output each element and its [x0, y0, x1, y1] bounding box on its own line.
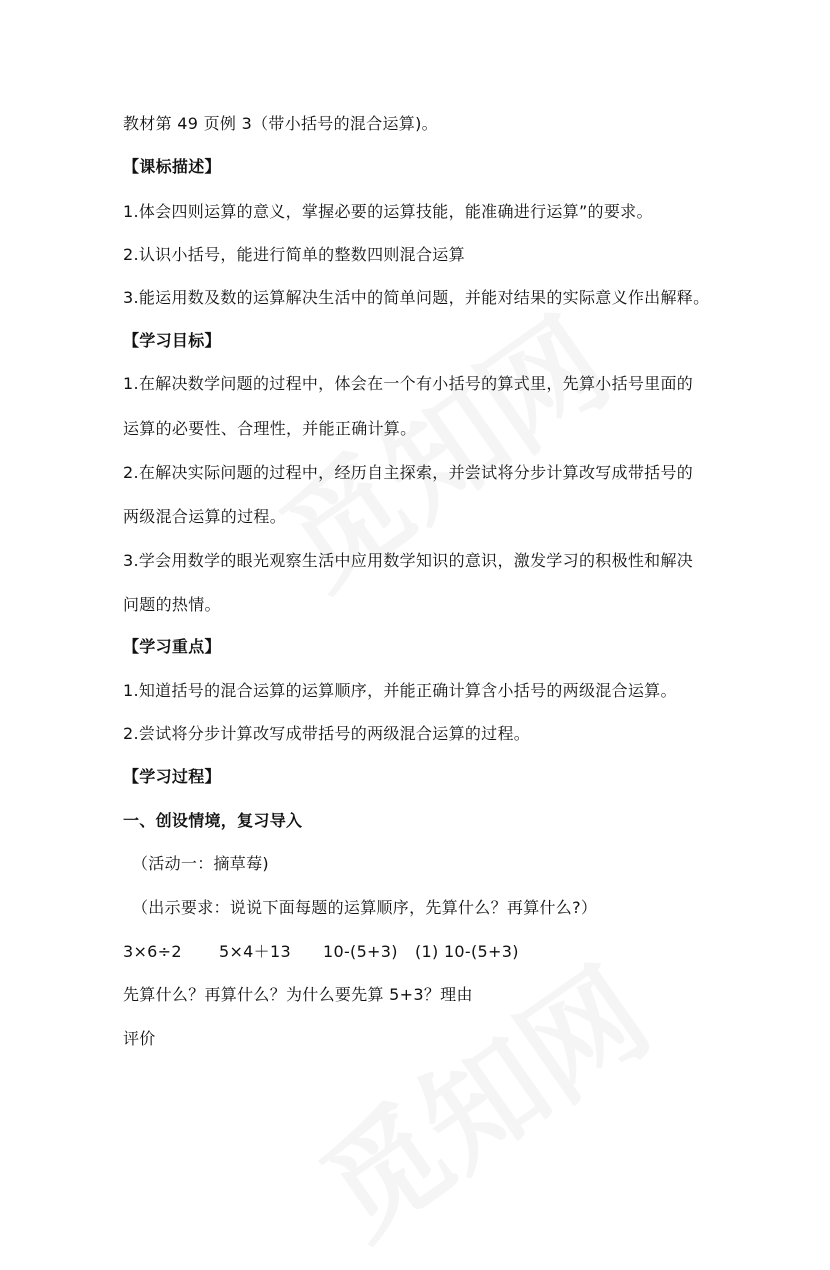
watermark-bottom: [283, 922, 677, 1269]
goals-line: 问题的热情。: [123, 595, 221, 614]
expression: 5×4＋13: [219, 942, 291, 961]
goals-heading: 【学习目标】: [123, 331, 221, 350]
curriculum-heading: 【课标描述】: [123, 157, 221, 176]
focus-item: 2.尝试将分步计算改写成带括号的两级混合运算的过程。: [123, 724, 531, 743]
question-text: 先算什么？再算什么？为什么要先算 5+3？理由: [123, 985, 473, 1004]
expression-row: [123, 941, 519, 963]
evaluation-text: 评价: [123, 1029, 156, 1048]
goals-line: 3.学会用数学的眼光观察生活中应用数学知识的意识，激发学习的积极性和解决: [123, 551, 694, 570]
goals-line: 1.在解决数学问题的过程中，体会在一个有小括号的算式里，先算小括号里面的: [123, 374, 694, 393]
curriculum-item: 3.能运用数及数的运算解决生活中的简单问题，并能对结果的实际意义作出解释。: [123, 288, 710, 307]
curriculum-item: 1.体会四则运算的意义，掌握必要的运算技能，能准确进行运算”的要求。: [123, 202, 653, 221]
curriculum-item: 2.认识小括号，能进行简单的整数四则混合运算: [123, 245, 465, 264]
activity-label: （活动一：摘草莓): [132, 854, 269, 873]
goals-line: 运算的必要性、合理性，并能正确计算。: [123, 419, 417, 438]
intro-text: 教材第 49 页例 3（带小括号的混合运算)。: [123, 114, 438, 133]
expression: 10-(5+3): [323, 942, 398, 961]
instruction-text: （出示要求：说说下面每题的运算顺序，先算什么？再算什么?）: [132, 898, 598, 917]
part-title: 一、创设情境，复习导入: [123, 811, 303, 830]
focus-heading: 【学习重点】: [123, 637, 221, 656]
goals-line: 2.在解决实际问题的过程中，经历自主探索，并尝试将分步计算改写成带括号的: [123, 463, 694, 482]
expression: (1) 10-(5+3): [415, 942, 519, 961]
expression: 3×6÷2: [123, 942, 182, 961]
goals-line: 两级混合运算的过程。: [123, 507, 287, 526]
process-heading: 【学习过程】: [123, 767, 221, 786]
focus-item: 1.知道括号的混合运算的运算顺序，并能正确计算含小括号的两级混合运算。: [123, 681, 677, 700]
